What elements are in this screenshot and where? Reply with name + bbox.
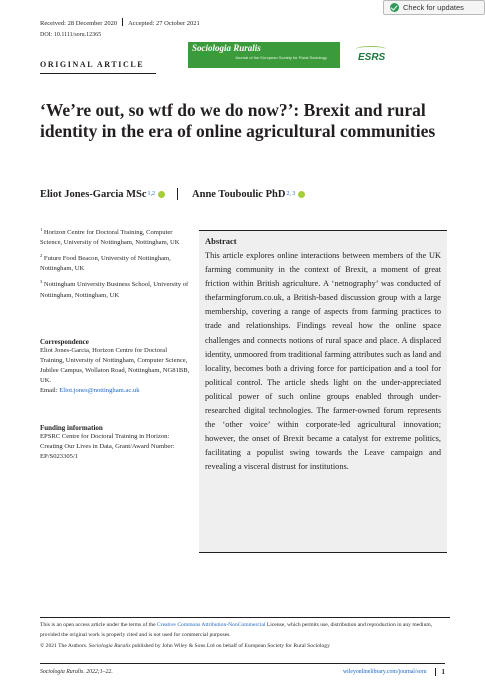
affiliation-number: 3	[40, 279, 43, 285]
logo-swoosh-icon	[356, 46, 386, 52]
license-text: License, which permits use, distribution and reproduction in any medium, provided the original work is properly cited and is not used for commercial purposes.	[40, 622, 433, 638]
license-link[interactable]: Creative Commons Attribution-NonCommercial	[156, 622, 266, 628]
doi[interactable]: DOI: 10.1111/soru.12365	[40, 32, 102, 38]
affiliation-item	[40, 277, 190, 300]
email-label: Email:	[40, 387, 58, 394]
society-logo	[358, 52, 385, 63]
author-name[interactable]: Anne Touboulic PhD	[192, 188, 286, 200]
page-footer	[40, 663, 445, 677]
license-text: This is an open access article under the terms of the	[40, 622, 157, 628]
received-date: Received: 28 December 2020	[40, 20, 118, 27]
check-for-updates-button[interactable]	[383, 0, 485, 15]
affiliation-text: Nottingham University Business School, University of Nottingham, Nottingham, UK	[40, 281, 189, 299]
abstract-box	[199, 230, 447, 553]
affiliation-item	[40, 251, 190, 274]
license-line	[40, 621, 450, 640]
funding-heading: Funding information	[40, 424, 103, 432]
author-affil-ref[interactable]: 1,2	[147, 191, 156, 197]
article-type: ORIGINAL ARTICLE	[40, 60, 145, 69]
affiliation-number: 1	[40, 227, 43, 232]
author-affil-ref[interactable]: 2, 3	[286, 191, 296, 197]
accepted-date: Accepted: 27 October 2021	[128, 20, 200, 27]
society-logo-text: ESRS	[358, 52, 386, 63]
funding-text: EPSRC Centre for Doctoral Training in Horizon: Creating Our Lives in Data, Grant/Award Number: EP/S023305/1	[40, 433, 175, 460]
license-notice	[40, 617, 450, 652]
page-number: 1	[435, 668, 446, 676]
copyright-text: © 2021 The Authors.	[40, 643, 89, 649]
author-divider	[177, 188, 178, 200]
copyright-journal: Sociologia Ruralis	[88, 643, 131, 649]
author-name[interactable]: Eliot Jones-Garcia MSc	[40, 188, 147, 200]
affiliation-text: Future Food Beacon, University of Nottingham, Nottingham, UK	[40, 255, 171, 273]
footer-citation: Sociologia Ruralis. 2022;1–22.	[40, 668, 113, 675]
correspondence-text	[40, 346, 190, 396]
orcid-icon[interactable]	[298, 191, 305, 198]
abstract-text: This article explores online interactions between members of the UK farming community in the context of Brexit, a moment of great friction within British agriculture. A ‘netnography’ was conducted of thefarmingforum.co.uk, a British-based discussion group with a large membership, covering a range of aspects from farming practices to trade and relationships. Findings reveal how the online space challenges and connects notions of rural space and place. A displaced identity, unmoored from traditional farming attributes such as land and locality, becomes both a driving force for participation and a tool for political control. The article sheds light on the under-appreciated political power of such online groups enabled through under-researched digital technologies. The farmer-owned forum represents the ‘other voice’ within corporate-led agricultural innovation; however, the onset of Brexit became a catalyst for extreme politics, facilitating a populist swing towards the Leave campaign and revealing a visceral distrust for institutions.	[205, 251, 441, 472]
affiliation-item	[40, 225, 190, 248]
journal-name: Sociologia Ruralis	[192, 43, 261, 53]
journal-logo	[188, 42, 340, 68]
affiliations	[40, 225, 190, 304]
check-for-updates-label: Check for updates	[403, 3, 464, 12]
correspondence-heading: Correspondence	[40, 338, 89, 346]
affiliation-number: 2	[40, 253, 43, 259]
correspondence-section	[40, 332, 190, 396]
journal-url-link[interactable]: wileyonlinelibrary.com/journal/soru	[343, 668, 427, 675]
copyright-text: published by John Wiley & Sons Ltd on behalf of European Society for Rural Sociology	[130, 643, 330, 649]
correspondence-address: Eliot Jones-Garcia, Horizon Centre for Doctoral Training, University of Nottingham, Computer Science, Jubilee Campus, Wollaton Road, Nottingham, NG81BB, UK.	[40, 347, 190, 384]
date-line	[40, 18, 200, 27]
orcid-icon[interactable]	[158, 191, 165, 198]
article-title: ‘We’re out, so wtf do we do now?’: Brexit and rural identity in the era of online agricultural communities	[40, 100, 436, 141]
abstract-heading: Abstract	[205, 236, 237, 246]
check-icon	[390, 3, 399, 12]
date-separator	[122, 18, 123, 26]
copyright-line	[40, 642, 450, 652]
email-link[interactable]: Eliot.jones@nottingham.ac.uk	[59, 387, 140, 394]
affiliation-text: Horizon Centre for Doctoral Training, Computer Science, University of Nottingham, Nottingham, UK	[40, 229, 180, 247]
funding-section	[40, 418, 190, 462]
divider	[40, 73, 156, 74]
journal-subtitle: Journal of the European Society for Rural Sociology	[235, 55, 327, 60]
author-list	[40, 188, 305, 200]
